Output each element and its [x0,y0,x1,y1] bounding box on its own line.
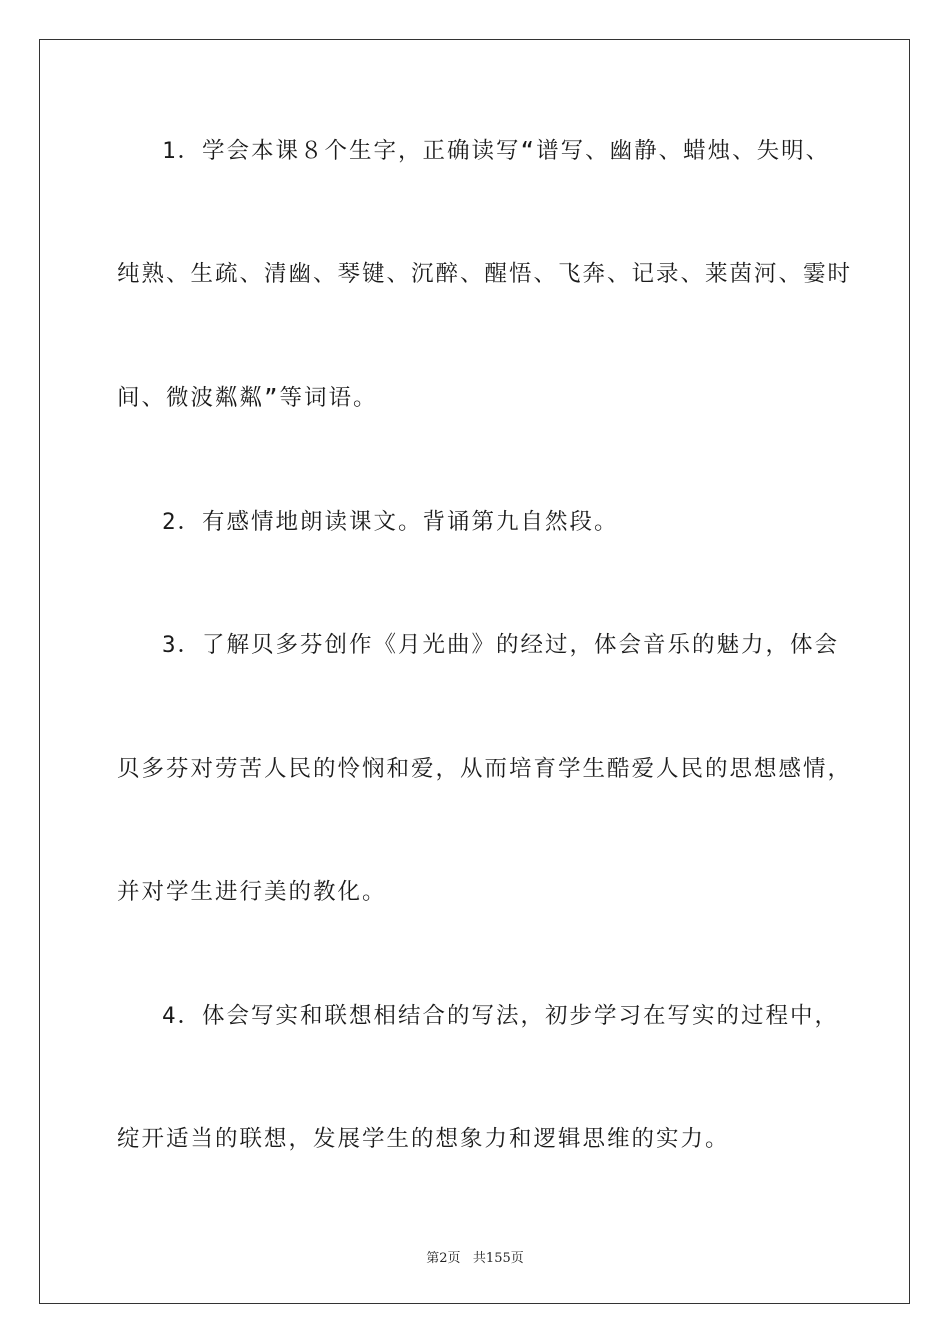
paragraph-3-line-1: 3．了解贝多芬创作《月光曲》的经过，体会音乐的魅力，体会 [162,632,840,658]
paragraph-4-line-1: 4．体会写实和联想相结合的写法，初步学习在写实的过程中， [162,1003,840,1029]
paragraph-1-line-2: 纯熟、生疏、清幽、琴键、沉醉、醒悟、飞奔、记录、莱茵河、霎时 [117,261,853,287]
paragraph-3-line-2: 贝多芬对劳苦人民的怜悯和爱，从而培育学生酷爱人民的思想感情， [117,756,853,782]
paragraph-3-line-3: 并对学生进行美的教化。 [117,879,387,905]
paragraph-2-line-1: 2．有感情地朗读课文。背诵第九自然段。 [162,509,619,535]
page-footer [0,1247,950,1266]
paragraph-4-line-2: 绽开适当的联想，发展学生的想象力和逻辑思维的实力。 [117,1126,730,1152]
paragraph-1-line-1: 1．学会本课８个生字，正确读写“谱写、幽静、蜡烛、失明、 [162,138,831,164]
page-frame [39,39,910,1304]
paragraph-1-line-3: 间、微波粼粼”等词语。 [117,385,378,411]
page-total: 共155页 [472,1251,524,1266]
page-number: 第2页 [426,1251,461,1266]
